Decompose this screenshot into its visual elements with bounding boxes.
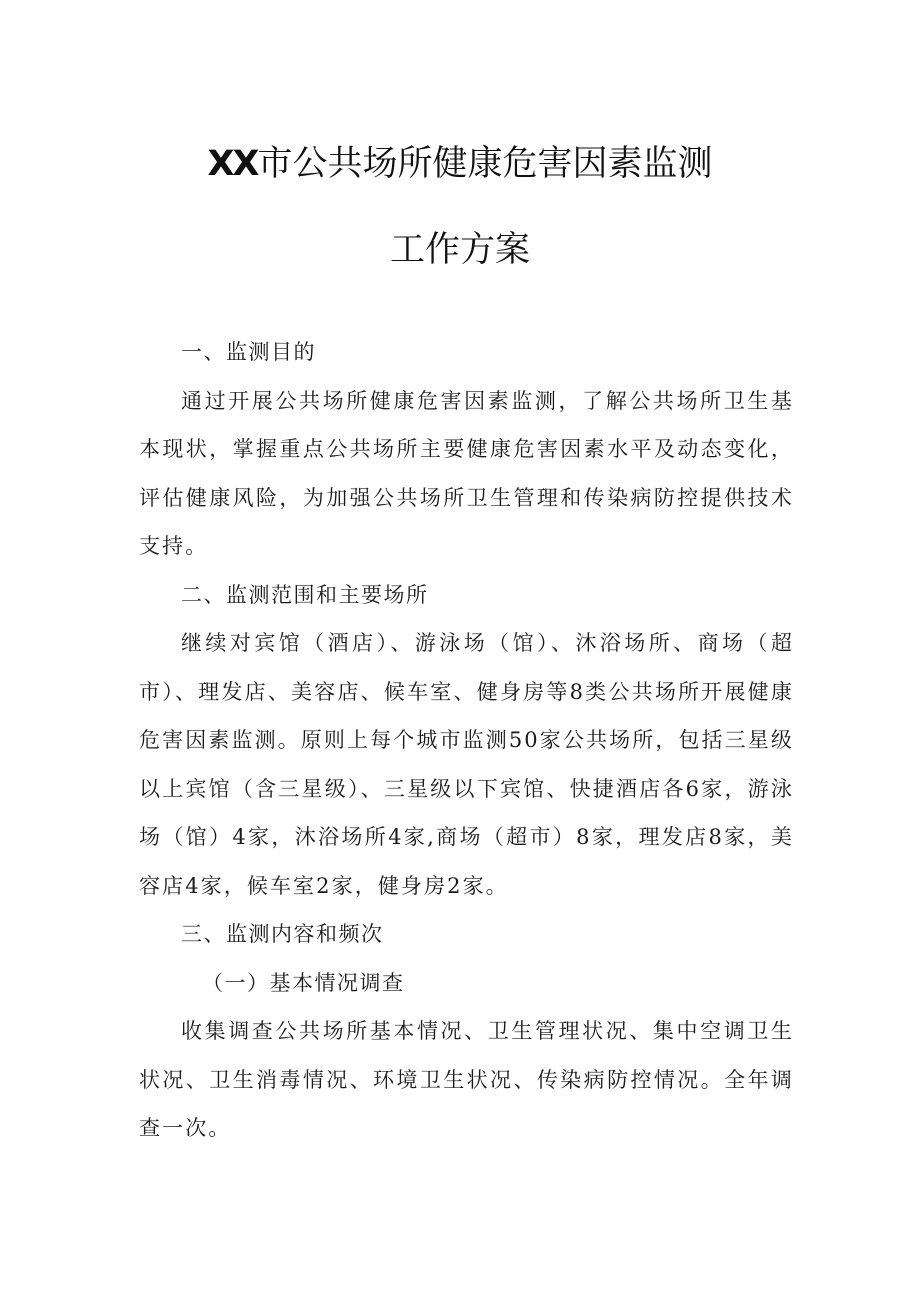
section-heading-scope: 二、监测范围和主要场所	[181, 582, 429, 607]
title-xx-prefix: XX	[207, 144, 258, 184]
document-title-line2: 工作方案	[389, 230, 530, 270]
section-heading-content: 三、监测内容和频次	[181, 922, 384, 946]
title-line1-text: 市公共场所健康危害因素监测	[257, 144, 713, 184]
document-body	[139, 328, 794, 1153]
subsection-heading-basic-survey: （一）基本情况调查	[202, 970, 405, 995]
paragraph-scope: 继续对宾馆（酒店）、游泳场（馆）、沐浴场所、商场（超市）、理发店、美容店、候车室、健身房等8类公共场所开展健康危害因素监测。原则上每个城市监测50家公共场所，包括三星级以上宾馆（含三星级）、三星级以下宾馆、快捷酒店各6家，游泳场（馆）4家，沐浴场所4家,商场（超市）8家，理发店8家，美容店4家，候车室2家，健身房2家。	[139, 631, 794, 898]
document-title-line1	[0, 142, 920, 186]
section-heading-purpose: 一、监测目的	[181, 340, 316, 364]
paragraph-basic-survey: 收集调查公共场所基本情况、卫生管理状况、集中空调卫生状况、卫生消毒情况、环境卫生状况、传染病防控情况。全年调查一次。	[139, 1019, 794, 1140]
paragraph-purpose: 通过开展公共场所健康危害因素监测，了解公共场所卫生基本现状，掌握重点公共场所主要健康危害因素水平及动态变化，评估健康风险，为加强公共场所卫生管理和传染病防控提供技术支持。	[139, 388, 794, 558]
